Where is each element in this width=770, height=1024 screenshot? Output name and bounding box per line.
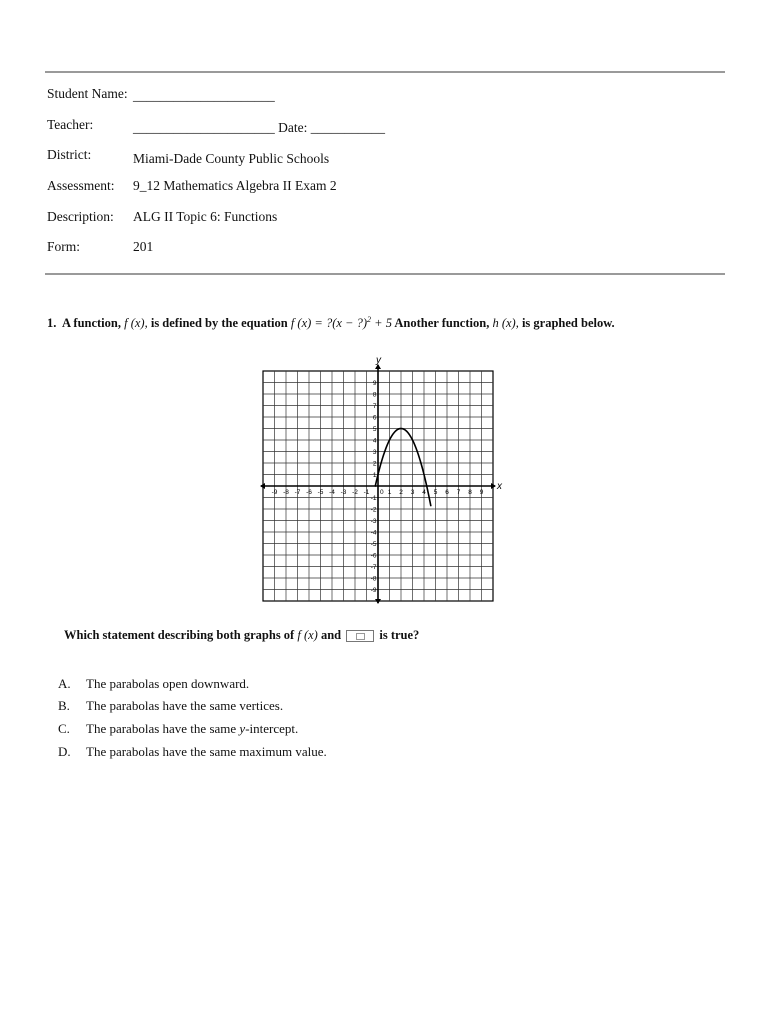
teacher-label: Teacher: — [47, 117, 94, 132]
prompt-text-post: is true? — [379, 628, 420, 642]
x-tick-label: -4 — [329, 489, 335, 496]
question-text-2: is defined by the equation — [150, 316, 288, 331]
choice-text: The parabolas have the same vertices. — [86, 698, 284, 713]
teacher-date-blank[interactable]: _____________________ Date: ___________ — [133, 120, 385, 135]
choice-text — [86, 721, 298, 737]
y-axis-label: y — [376, 355, 381, 366]
choice-letter: B. — [58, 698, 70, 713]
x-tick-label: 7 — [456, 489, 461, 496]
x-tick-label: 1 — [387, 489, 392, 496]
y-tick-label: 7 — [372, 403, 377, 410]
description-label: Description: — [47, 209, 114, 224]
bottom-rule — [45, 273, 725, 275]
y-tick-label: 8 — [372, 391, 377, 399]
x-tick-label: 9 — [479, 489, 484, 496]
x-tick-label: 4 — [422, 489, 426, 496]
description-value: ALG II Topic 6: Functions — [133, 209, 278, 224]
prompt-text-and: and — [320, 628, 342, 642]
y-tick-label: 4 — [372, 437, 377, 445]
x-tick-label: 2 — [399, 489, 403, 496]
form-value: 201 — [133, 239, 154, 254]
district-value: Miami-Dade County Public Schools — [133, 151, 330, 166]
student-name-label: Student Name: — [47, 86, 128, 101]
x-tick-label: 3 — [410, 489, 415, 496]
choice-letter: D. — [58, 744, 71, 759]
prompt-f-name: f (x) — [297, 628, 318, 642]
district-label: District: — [47, 147, 92, 162]
x-tick-label: -2 — [352, 489, 358, 496]
equation-rhs: + 5 — [371, 316, 392, 331]
x-tick-label: -9 — [271, 489, 278, 496]
y-tick-label: -6 — [370, 552, 377, 560]
assessment-label: Assessment: — [47, 178, 115, 193]
x-tick-label: -1 — [363, 489, 370, 496]
assessment-value: 9_12 Mathematics Algebra II Exam 2 — [133, 178, 337, 193]
broken-image-icon — [346, 630, 374, 642]
question-text-1: A function, — [61, 316, 121, 331]
equation-lhs: f (x) = ?(x − ?) — [290, 316, 368, 331]
x-tick-label: 5 — [433, 489, 438, 496]
x-tick-label: -6 — [306, 489, 312, 496]
y-tick-label: -7 — [370, 564, 377, 571]
question-text-3: Another function, — [394, 316, 490, 331]
origin-label: 0 — [380, 489, 384, 496]
x-tick-label: 6 — [445, 489, 449, 496]
form-label: Form: — [47, 239, 81, 254]
x-tick-label: -3 — [340, 489, 347, 496]
y-tick-label: -2 — [370, 506, 377, 514]
coordinate-grid-graph — [255, 355, 505, 615]
y-tick-label: -1 — [370, 495, 377, 502]
y-tick-label: 2 — [372, 460, 377, 468]
student-name-blank[interactable]: _____________________ — [133, 88, 275, 103]
y-tick-label: 6 — [372, 414, 377, 422]
question-stem — [47, 315, 615, 331]
top-rule — [45, 71, 725, 73]
choice-letter: A. — [58, 676, 71, 691]
y-tick-label: 3 — [372, 449, 377, 456]
x-tick-label: -8 — [283, 489, 289, 496]
choice-text-pre: The parabolas have the same — [86, 721, 240, 736]
y-tick-label: -8 — [370, 575, 377, 583]
y-tick-label: 1 — [372, 472, 377, 479]
x-tick-label: -5 — [317, 489, 324, 496]
f-equation — [291, 316, 392, 330]
prompt-text-pre: Which statement describing both graphs of — [64, 628, 295, 642]
y-tick-label: -5 — [370, 541, 377, 548]
question-number: 1. — [47, 316, 57, 331]
x-tick-label: 8 — [468, 489, 472, 496]
y-tick-label: 5 — [372, 426, 377, 433]
y-tick-label: -4 — [370, 529, 377, 537]
x-axis-label: x — [497, 481, 502, 492]
equation-exponent: 2 — [367, 315, 372, 324]
y-tick-label: -9 — [370, 587, 377, 594]
x-tick-label: -7 — [294, 489, 301, 496]
choice-text-post: -intercept. — [245, 721, 299, 736]
choice-text: The parabolas open downward. — [86, 676, 250, 691]
choice-text-italic: y — [239, 721, 246, 736]
question-prompt — [64, 628, 419, 643]
h-function-name: h (x), — [492, 316, 519, 331]
choice-text: The parabolas have the same maximum value. — [86, 744, 327, 759]
y-tick-label: 9 — [372, 380, 377, 387]
f-function-name: f (x), — [124, 316, 148, 331]
y-tick-label: -3 — [370, 518, 377, 525]
choice-letter: C. — [58, 721, 70, 736]
question-text-4: is graphed below. — [521, 316, 615, 331]
